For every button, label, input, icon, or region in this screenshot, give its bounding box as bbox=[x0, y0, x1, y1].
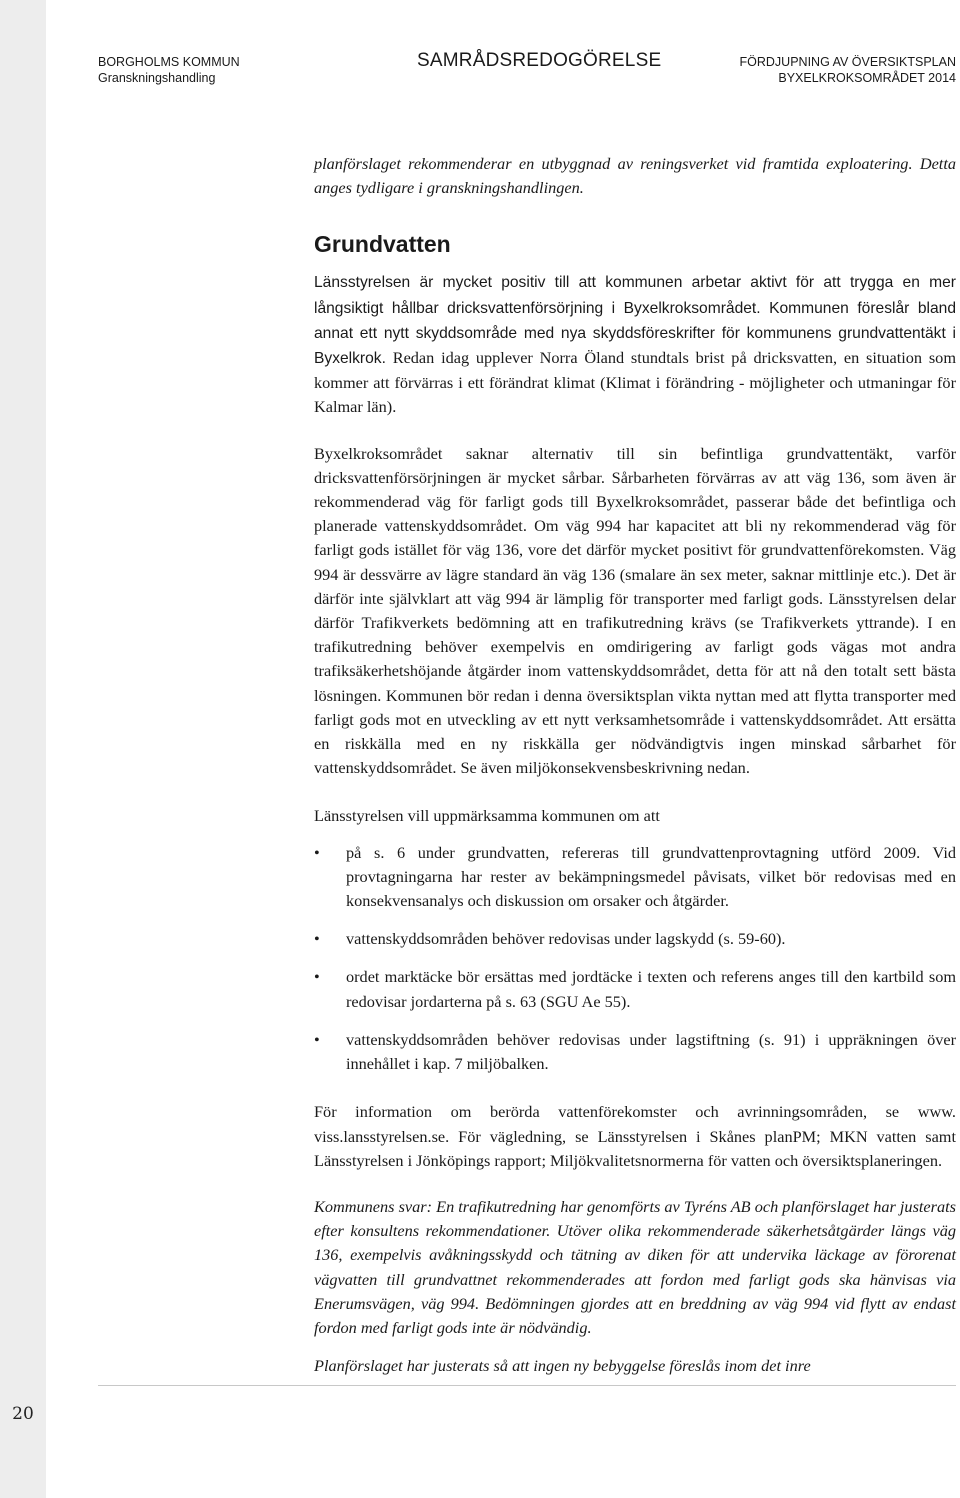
list-item bbox=[314, 1028, 956, 1076]
bullet-icon: • bbox=[314, 842, 320, 862]
paragraph-4: För information om berörda vattenförekomster och avrinningsområden, se www. viss.lansstyrelsen.se. För vägledning, se Länsstyrelsen i Skånes planPM; MKN vatten samt Länsstyrelsen i Jönköpings rapport; Miljökvalitetsnormerna för vatten och översiktsplaneringen. bbox=[314, 1102, 956, 1170]
paragraph-2: Byxelkroksområdet saknar alternativ till sin befintliga grundvattentäkt, varför dricksvattenförsörjningen är mycket sårbar. Sårbarheten förvärras av att väg 136, som även är rekommenderad väg för farligt gods till Byxelkroksområdet, passerar både det befintliga och planerade vattenskyddsområdet. Om väg 994 har kapacitet att bli ny rekommenderad väg för farligt gods istället för väg 136, vore det därför mycket positivt för grundvattenförekomsten. Väg 994 är dessvärre av lägre standard än väg 136 (smalare än sex meter, saknar mittlinje etc.). Det är därför inte självklart att väg 994 är lämplig för transporter med farligt gods. Länsstyrelsen delar därför Trafikverkets bedömning att en trafikutredning krävs (se Trafikverkets yttrande). I en trafikutredning behöver exempelvis en omdirigering av farligt gods vägas mot andra trafiksäkerhetshöjande åtgärder inom vattenskyddsområdet, detta för att nå den totalt sett bästa lösningen. Kommunen bör redan i denna översiktsplan vikta nyttan med att flytta transporter med farligt gods mot en utveckling av ett nytt verksamhetsområde i vattenskyddsområdet. Att ersätta en riskkälla med en ny riskkälla ger nödvändigtvis ingen minskad sårbarhet för vattenskyddsområdet. Se även miljökonsekvensbeskrivning nedan. bbox=[314, 443, 956, 778]
list-item-text: vattenskyddsområden behöver redovisas under lagskydd (s. 59-60). bbox=[346, 929, 786, 949]
header-right bbox=[740, 54, 956, 86]
paragraph-1-part-b: Redan idag upplever Norra Öland stundtals brist på dricksvatten, en situation som kommer att förvärras i ett förändrat klimat (Klimat i förändring - möjligheter och utmaningar för Kalmar län). bbox=[314, 348, 956, 417]
list-item bbox=[314, 927, 956, 951]
intro-paragraph: planförslaget rekommenderar en utbyggnad av reningsverket vid framtida exploatering. Detta anges tydligare i granskningshandlingen. bbox=[314, 154, 956, 198]
header-title: SAMRÅDSREDOGÖRELSE bbox=[417, 50, 662, 71]
header-doc-stage: Granskningshandling bbox=[98, 71, 216, 85]
list-item bbox=[314, 841, 956, 914]
main-content bbox=[314, 152, 956, 1378]
page-number: 20 bbox=[12, 1404, 34, 1424]
list-item-text: ordet marktäcke bör ersättas med jordtäcke i texten och referens anges till den kartbild som redovisar jordarterna på s. 63 (SGU Ae 55). bbox=[346, 967, 956, 1011]
municipality-reply: Kommunens svar: En trafikutredning har genomförts av Tyréns AB och planförslaget har justerats efter konsultens rekommendationer. Utöver olika rekommenderade säkerhetsåtgärder längs väg 136, exempelvis avåkningsskydd och tätning av diken för att undervika läckage av förorenat vägvatten till grundvattnet rekommenderades att fordon med farligt gods ska hänvisas via Enerumsvägen, väg 994. Bedömningen gjordes att en breddning av väg 994 vid flytt av endast fordon med farligt gods inte är nödvändig. bbox=[314, 1196, 956, 1337]
paragraph-1 bbox=[314, 270, 956, 419]
page-margin-sidebar bbox=[0, 0, 46, 1498]
list-item-text: på s. 6 under grundvatten, refereras till grundvattenprovtagning utförd 2009. Vid provtagningarna har rester av bekämpningsmedel påvisats, vilket bör redovisas med en konsekvensanalys och diskussion om orsaker och åtgärder. bbox=[346, 842, 956, 911]
list-item-text: vattenskyddsområden behöver redovisas under lagstiftning (s. 91) i uppräkningen över innehållet i kap. 7 miljöbalken. bbox=[346, 1029, 956, 1074]
paragraph-3: Länsstyrelsen vill uppmärksamma kommunen om att bbox=[314, 806, 660, 826]
municipality-reply-continued: Planförslaget har justerats så att ingen ny bebyggelse föreslås inom det inre bbox=[314, 1356, 811, 1376]
header-subtitle-1: FÖRDJUPNING AV ÖVERSIKTSPLAN bbox=[739, 55, 956, 69]
bullet-icon: • bbox=[314, 967, 320, 987]
bullet-list bbox=[314, 841, 956, 1077]
footer-divider bbox=[98, 1385, 956, 1386]
header-left bbox=[98, 54, 240, 86]
list-item bbox=[314, 965, 956, 1013]
header-subtitle-2: BYXELKROKSOMRÅDET 2014 bbox=[778, 71, 956, 85]
header-org: BORGHOLMS KOMMUN bbox=[98, 55, 240, 69]
paragraph-1-part-a: Länsstyrelsen är mycket positiv till att kommunen arbetar aktivt för att trygga en mer långsiktigt hållbar dricksvattenförsörjning i Byxelkroksområdet. Kommunen föreslår bland annat ett nytt skyddsområde med nya skyddsföreskrifter för kommunens grundvattentäkt i Byxelkrok. bbox=[314, 274, 956, 368]
bullet-icon: • bbox=[314, 1029, 320, 1049]
bullet-icon: • bbox=[314, 929, 320, 949]
section-heading: Grundvatten bbox=[314, 231, 451, 258]
